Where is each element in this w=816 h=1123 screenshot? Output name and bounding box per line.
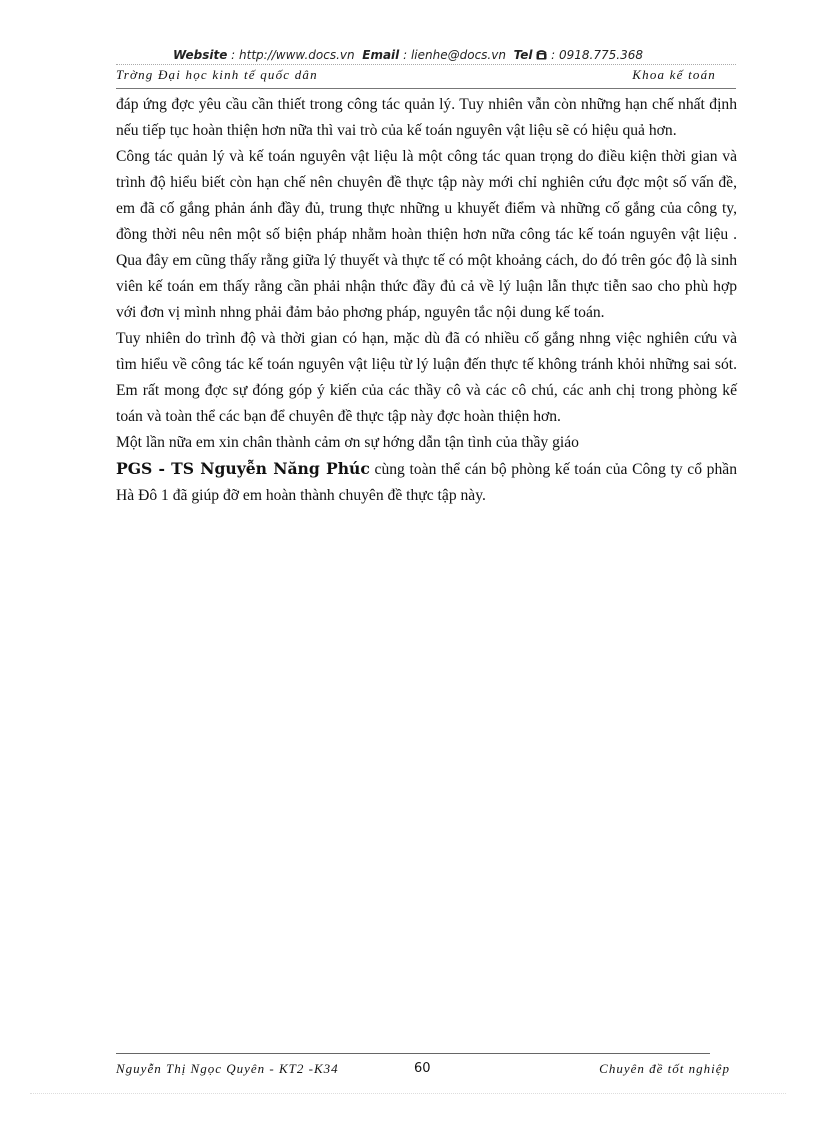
website-banner	[0, 48, 816, 62]
header-divider-bottom	[116, 88, 736, 89]
advisor-name: PGS - TS Nguyễn Năng Phúc	[116, 459, 370, 478]
paragraph-4: Một lần nữa em xin chân thành cảm ơn sự hớng dẫn tận tình của thầy giáo	[116, 434, 579, 451]
paragraph-5-text: cùng toàn thể cán bộ phòng kế toán của Công ty cổ phần Hà Đô 1 đã giúp đỡ em hoàn thành chuyên đề thực tập này.	[116, 461, 737, 504]
document-body	[116, 92, 737, 509]
email-label: Email	[362, 48, 400, 62]
footer-divider	[116, 1053, 710, 1054]
paragraph-3: Tuy nhiên do trình độ và thời gian có hạn, mặc dù đã có nhiều cố gắng nhng việc nghiên cứu và tìm hiểu về công tác kế toán nguyên vật liệu từ lý luận đến thực tế không tránh khỏi những sai sót. Em rất mong đợc sự đóng góp ý kiến của các thầy cô và các cô chú, các anh chị trong phòng kế toán và toàn thể các bạn để chuyên đề thực tập này đợc hoàn thiện hơn.	[116, 330, 737, 425]
page-footer	[116, 1061, 736, 1079]
tel-number: : 0918.775.368	[551, 48, 643, 62]
tel-label: Tel	[513, 48, 533, 62]
faculty-name: Khoa kế toán	[632, 67, 716, 82]
paragraph-2: Công tác quản lý và kế toán nguyên vật liệu là một công tác quan trọng do điều kiện thời gian và trình độ hiểu biết còn hạn chế nên chuyên đề thực tập này mới chỉ nghiên cứu đợc một số vấn đề, em đã cố gắng phản ánh đầy đủ, trung thực những u khuyết điểm và những cố gắng của công ty, đồng thời nêu nên một số biện pháp nhằm hoàn thiện hơn nữa công tác kế toán nguyên vật liệu . Qua đây em cũng thấy rằng giữa lý thuyết và thực tế có một khoảng cách, do đó trên góc độ là sinh viên kế toán em thấy rằng cần phải nhận thức đầy đủ cả về lý luận lẫn thực tiễn sao cho phù hợp với đơn vị mình nhng phải đảm bảo phơng pháp, nguyên tắc nội dung kế toán.	[116, 148, 737, 321]
page-bottom-divider	[30, 1093, 786, 1094]
author-name: Nguyễn Thị Ngọc Quyên - KT2 -K34	[116, 1061, 339, 1076]
document-type: Chuyên đề tốt nghiệp	[599, 1061, 730, 1076]
paragraph-1: đáp ứng đợc yêu cầu cần thiết trong công tác quản lý. Tuy nhiên vẫn còn những hạn chế nhất định nếu tiếp tục hoàn thiện hơn nữa thì vai trò của kế toán nguyên vật liệu sẽ có hiệu quả hơn.	[116, 96, 737, 139]
header-divider-top	[116, 64, 736, 65]
page-number: 60	[414, 1061, 431, 1076]
school-name: Trờng Đại học kinh tế quốc dân	[116, 67, 318, 82]
page-header	[116, 67, 736, 85]
website-url[interactable]: : http://www.docs.vn	[231, 48, 355, 62]
phone-icon	[536, 49, 547, 59]
email-address[interactable]: : lienhe@docs.vn	[403, 48, 506, 62]
paragraph-5	[116, 456, 737, 509]
website-label: Website	[173, 48, 228, 62]
